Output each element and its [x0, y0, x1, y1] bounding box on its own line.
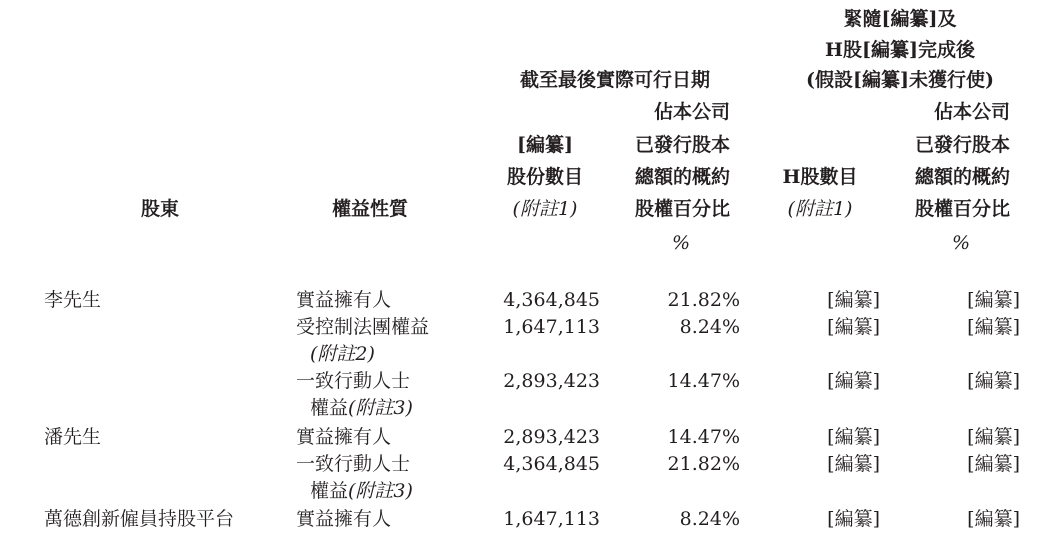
nature-cell: 實益擁有人 — [296, 426, 392, 448]
pct-latest-h3: 總額的概約 — [634, 166, 730, 188]
pct-after-h3: 總額的概約 — [914, 166, 1010, 188]
pct-after-h1: 佔本公司 — [933, 101, 1010, 123]
h-shares-cell: [編纂] — [827, 316, 880, 338]
pct-latest-h4: 股權百分比 — [634, 198, 730, 220]
pct-after-h4: 股權百分比 — [914, 198, 1010, 220]
shareholder-cell: 萬德創新僱員持股平台 — [44, 508, 235, 530]
h-shares-cell: [編纂] — [827, 289, 880, 311]
pct-latest-h1: 佔本公司 — [653, 101, 730, 123]
pct-cell: 8.24% — [679, 316, 740, 338]
pct-latest-h2: 已發行股本 — [634, 134, 730, 156]
nature-header: 權益性質 — [331, 198, 408, 220]
h-shares-cell: [編纂] — [827, 508, 880, 530]
nature-cell: 一致行動人士 — [296, 370, 411, 392]
shareholder-cell: 潘先生 — [44, 426, 102, 448]
nature-note: (附註3) — [348, 480, 413, 502]
nature-note: (附註2) — [310, 343, 375, 365]
shareholder-header: 股東 — [140, 198, 179, 220]
nature-cell: 一致行動人士 — [296, 453, 411, 475]
nature-cell: 實益擁有人 — [296, 508, 392, 530]
shares-latest-h2: 股份數目 — [506, 166, 583, 188]
shares-cell: 1,647,113 — [503, 508, 600, 530]
nature-prefix: 權益 — [310, 397, 349, 419]
group-after-line2: H股[編纂]完成後 — [825, 39, 975, 61]
shares-cell: 2,893,423 — [503, 426, 600, 448]
nature-cell: 受控制法團權益 — [296, 316, 430, 338]
h-shares-cell: [編纂] — [827, 370, 880, 392]
pct-cell: 8.24% — [679, 508, 740, 530]
shares-cell: 1,647,113 — [503, 316, 600, 338]
group-after-line3: (假設[編纂]未獲行使) — [806, 69, 994, 91]
pct-after-cell: [編纂] — [967, 426, 1020, 448]
pct-cell: 21.82% — [667, 289, 740, 311]
shareholder-cell: 李先生 — [44, 289, 102, 311]
shares-cell: 2,893,423 — [503, 370, 600, 392]
pct-after-cell: [編纂] — [967, 370, 1020, 392]
h-shares-cell: [編纂] — [827, 453, 880, 475]
nature-continuation — [310, 480, 413, 502]
shares-latest-h1: [編纂] — [517, 134, 573, 156]
pct-after-cell: [編纂] — [967, 316, 1020, 338]
pct-after-cell: [編纂] — [967, 508, 1020, 530]
pct-cell: 14.47% — [667, 426, 740, 448]
pct-after-unit: % — [951, 232, 970, 254]
shares-cell: 4,364,845 — [503, 289, 600, 311]
shares-latest-h3: (附註1) — [512, 198, 578, 220]
h-shares-h2: (附註1) — [787, 198, 853, 220]
h-shares-cell: [編纂] — [827, 426, 880, 448]
nature-cell: 實益擁有人 — [296, 289, 392, 311]
h-shares-h1: H股數目 — [782, 166, 858, 188]
nature-prefix: 權益 — [310, 480, 349, 502]
pct-latest-unit: % — [671, 232, 690, 254]
pct-cell: 14.47% — [667, 370, 740, 392]
group-latest-title: 截至最後實際可行日期 — [519, 69, 710, 91]
pct-after-cell: [編纂] — [967, 289, 1020, 311]
nature-continuation — [310, 397, 413, 419]
pct-after-h2: 已發行股本 — [914, 134, 1010, 156]
pct-after-cell: [編纂] — [967, 453, 1020, 475]
group-after-line1: 緊隨[編纂]及 — [843, 8, 957, 30]
nature-note: (附註3) — [348, 397, 413, 419]
pct-cell: 21.82% — [667, 453, 740, 475]
shares-cell: 4,364,845 — [503, 453, 600, 475]
